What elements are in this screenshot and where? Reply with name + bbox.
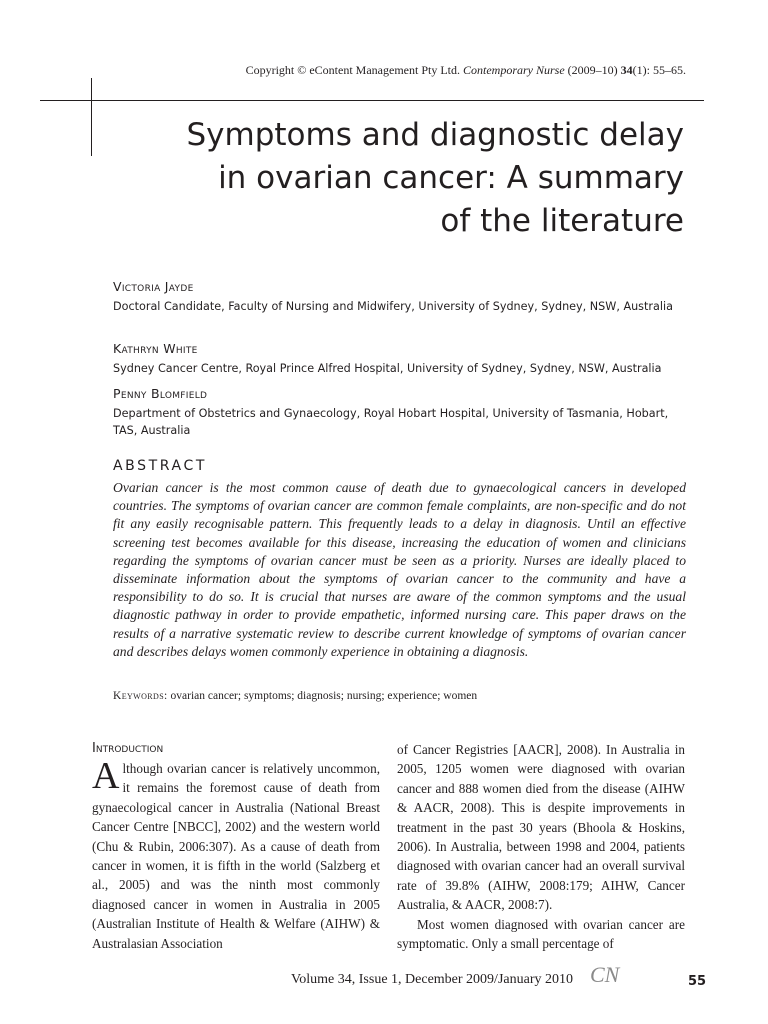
body-column-right — [397, 740, 685, 953]
copyright-line — [246, 63, 686, 78]
author-affiliation: Sydney Cancer Centre, Royal Prince Alfred Hospital, University of Sydney, Sydney, NSW, Australia — [113, 362, 662, 375]
title-line: Symptoms and diagnostic delay — [186, 117, 684, 153]
keywords-list: ovarian cancer; symptoms; diagnosis; nursing; experience; women — [167, 690, 478, 702]
page-number: 55 — [688, 974, 707, 989]
introduction-heading: Introduction — [92, 741, 164, 756]
author-affiliation: Department of Obstetrics and Gynaecology, Royal Hobart Hospital, University of Tasmania, Hobart, TAS, Australia — [113, 407, 669, 437]
author-name: Penny Blomfield — [113, 386, 208, 401]
journal-years: (2009–10) — [564, 63, 621, 77]
footer-volume-line: Volume 34, Issue 1, December 2009/January 2010 — [290, 972, 573, 987]
keywords-label: Keywords: — [113, 690, 168, 702]
author-name: Victoria Jayde — [113, 279, 194, 294]
author-name: Kathryn White — [113, 341, 198, 356]
title-line: of the literature — [440, 203, 684, 239]
journal-volume: 34 — [620, 63, 633, 77]
abstract-text: Ovarian cancer is the most common cause of death due to gynaecological cancers in developed countries. The symptoms of ovarian cancer are common female complaints, are non-specific and do not fit any easily recognisable pattern. This frequently leads to a delay in diagnosis. Until an effective screening test becomes available for this disease, increasing the education of women and clinicians regarding the symptoms of ovarian cancer must be seen as a priority. Nurses are ideally placed to disseminate information about the symptoms of ovarian cancer to the community and have a responsibility to do so. It is crucial that nurses are aware of the common symptoms and the usual diagnostic pathway in order to provide empathetic, informed nursing care. This paper draws on the results of a narrative systematic review to describe current knowledge of symptoms of ovarian cancer and describes delays women commonly experience in obtaining a diagnosis. — [113, 480, 686, 659]
article-title — [124, 114, 684, 243]
intro-paragraph: lthough ovarian cancer is relatively uncommon, it remains the foremost cause of death from gynaecological cancer in Australia (National Breast Cancer Centre [NBCC], 2002) and the western world (Chu & Rubin, 2006:307). As a cause of death from cancer in women, it is fifth in the world (Salzberg et al., 2005) and was the ninth most commonly diagnosed cancer in women in Australia in 2005 (Australian Institute of Health & Welfare (AIHW) & Australasian Association — [92, 761, 380, 951]
title-line: in ovarian cancer: A summary — [218, 160, 684, 196]
body-column-left — [92, 755, 380, 953]
author-affiliation: Doctoral Candidate, Faculty of Nursing and Midwifery, University of Sydney, Sydney, NSW, Australia — [113, 300, 673, 313]
crop-mark-vertical — [91, 78, 92, 156]
journal-issue-pages: (1): 55–65. — [632, 63, 686, 77]
logo-letters: CN — [590, 962, 620, 987]
journal-name: Contemporary Nurse — [463, 63, 565, 77]
journal-logo-icon — [590, 962, 626, 990]
copyright-prefix: Copyright © eContent Management Pty Ltd. — [245, 63, 463, 77]
keywords-line — [113, 690, 477, 702]
abstract-heading: ABSTRACT — [113, 458, 207, 474]
drop-cap: A — [92, 755, 120, 797]
intro-paragraph-2: Most women diagnosed with ovarian cancer are symptomatic. Only a small percentage of — [397, 916, 685, 952]
intro-paragraph-continued: of Cancer Registries [AACR], 2008). In Australia in 2005, 1205 women were diagnosed with ovarian cancer and 888 women died from the disease (AIHW & AACR, 2008). This is despite improvements in treatment in the past 30 years (Bhoola & Hoskins, 2006). In Australia, between 1998 and 2004, patients diagnosed with ovarian cancer had an overall survival rate of 39.8% (AIHW, 2008:179; AIHW, Cancer Australia, & AACR, 2008:7). — [397, 742, 685, 913]
header-rule — [40, 100, 704, 101]
